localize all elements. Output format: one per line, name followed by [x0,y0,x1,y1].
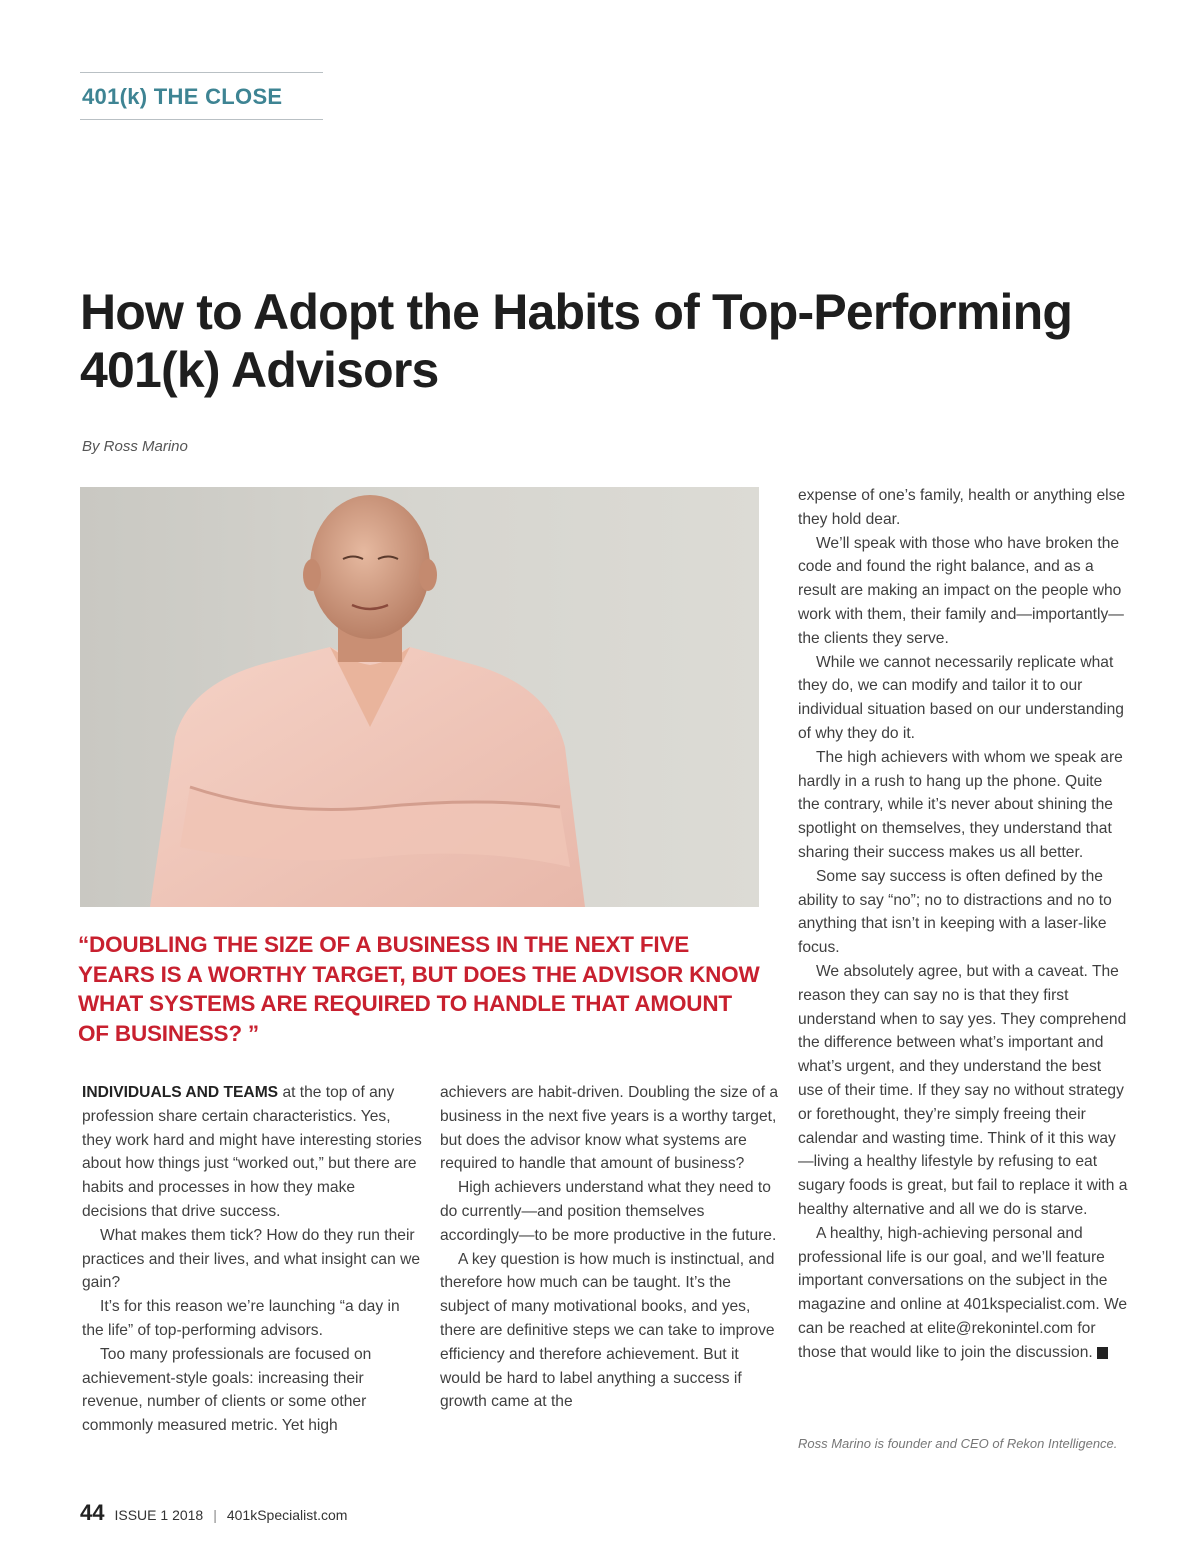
paragraph: We’ll speak with those who have broken the code and found the right balance, and as a result are making an impact on the people who work with them, their family and—importantly—the clients they serve. [798,534,1124,647]
paragraph: A key question is how much is instinctual, and therefore how much can be taught. It’s the subject of many motivational books, and yes, there are definitive steps we can take to improve efficiency and therefore achievement. But it would be hard to label anything a success if growth came at the [440,1250,775,1411]
paragraph: Some say success is often defined by the ability to say “no”; no to distractions and no to anything that isn’t in keeping with a laser-like focus. [798,867,1112,957]
page-number: 44 [80,1500,105,1525]
section-rule [80,119,323,120]
paragraph-text: at the top of any profession share certain characteristics. Yes, they work hard and might have interesting stories about how things just “worked out,” but there are habits and processes in how they make decisions that drive success. [82,1084,422,1220]
article-title: How to Adopt the Habits of Top-Performing 401(k) Advisors [80,284,1073,398]
paragraph: Too many professionals are focused on achievement-style goals: increasing their revenue, number of clients or some other commonly measured metric. Yet high [82,1345,372,1435]
paragraph: achievers are habit-driven. Doubling the size of a business in the next five years is a worthy target, but does the advisor know what systems are required to handle that amount of business? [440,1084,779,1173]
author-bio: Ross Marino is founder and CEO of Rekon Intelligence. [798,1436,1118,1451]
end-mark-icon: K [1097,1347,1108,1359]
pull-quote: “DOUBLING THE SIZE OF A BUSINESS IN THE NEXT FIVE YEARS IS A WORTHY TARGET, BUT DOES THE ADVISOR KNOW WHAT SYSTEMS ARE REQUIRED TO HANDLE THAT AMOUNT OF BUSINESS? ” [78,932,760,1046]
page-footer [80,1500,347,1526]
footer-separator: | [213,1507,217,1523]
paragraph: expense of one’s family, health or anything else they hold dear. [798,487,1126,528]
body-column-1 [82,1081,422,1438]
byline: By Ross Marino [82,438,188,455]
lead-in: INDIVIDUALS AND TEAMS [82,1084,279,1101]
paragraph: The high achievers with whom we speak are hardly in a rush to hang up the phone. Quite the contrary, while it’s never about shining the spotlight on themselves, they understand that sharing their success makes us all better. [798,748,1123,861]
site-link[interactable]: 401kSpecialist.com [226,1507,348,1523]
body-column-3 [798,484,1128,1364]
paragraph [798,1222,1128,1365]
paragraph: What makes them tick? How do they run their practices and their lives, and what insight can we gain? [82,1226,421,1292]
body-column-2 [440,1081,780,1414]
paragraph-text: A healthy, high-achieving personal and professional life is our goal, and we’ll feature important conversations on the subject in the magazine and online at 401kspecialist.com. We can be reached at elite@rekonintel.com for those that would like to join the discussion. [798,1224,1128,1361]
paragraph: We absolutely agree, but with a caveat. The reason they can say no is that they first understand when to say yes. They comprehend the difference between what’s important and what’s urgent, and they understand the best use of their time. If they say no without strategy or forethought, they’re simply freeing their calendar and wasting time. Think of it this way—living a healthy lifestyle by refusing to eat sugary foods is great, but fail to replace it with a healthy alternative and all we do is starve. [798,962,1128,1218]
paragraph: While we cannot necessarily replicate what they do, we can modify and tailor it to our individual situation based on our understanding of why they do it. [798,653,1124,742]
section-label: 401(k) THE CLOSE [82,84,283,109]
paragraph: It’s for this reason we’re launching “a day in the life” of top-performing advisors. [82,1298,400,1339]
paragraph [82,1081,422,1224]
top-rule [80,72,323,73]
paragraph: High achievers understand what they need to do currently—and position themselves accordingly—to be more productive in the future. [440,1179,777,1244]
author-photo [80,487,759,907]
author-portrait-illustration [80,487,759,907]
issue-label: ISSUE 1 2018 [114,1507,204,1523]
